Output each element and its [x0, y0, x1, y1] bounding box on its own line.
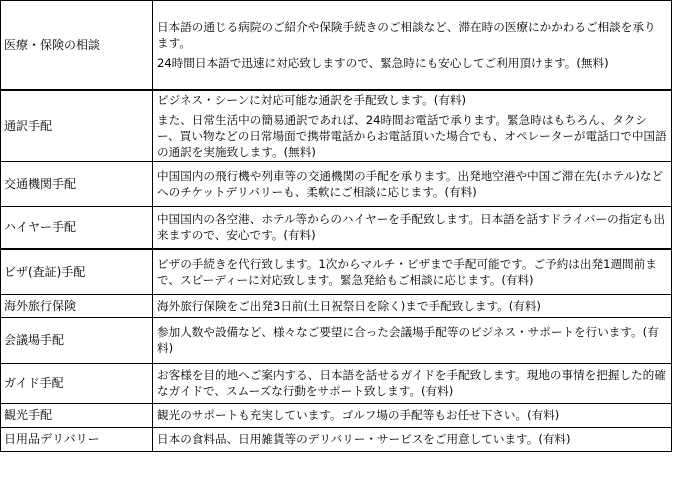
row-description — [153, 294, 672, 317]
row-category: 会議場手配 — [1, 317, 153, 363]
description-paragraph: 24時間日本語で迅速に対応致しますので、緊急時にも安心してご利用頂けます。(無料) — [157, 55, 609, 70]
description-paragraph: ビザの手続きを代行致します。1次からマルチ・ビザまで手配可能です。ご予約は出発1週間前まで、スピーディーに対応致します。緊急発給もご相談に応じます。(有料) — [157, 256, 657, 287]
row-description — [153, 403, 672, 427]
description-paragraph: 海外旅行保険をご出発3日前(土日祝祭日を除く)まで手配致します。(有料) — [157, 298, 541, 313]
description-paragraph: お客様を目的地へご案内する、日本語を話せるガイドを手配致します。現地の事情を把握した的確なガイドで、スムーズな行動をサポート致します。(有料) — [157, 368, 666, 398]
row-category: ハイヤー手配 — [1, 206, 153, 249]
description-paragraph: ビジネス・シーンに対応可能な通訳を手配致します。(有料) — [157, 92, 466, 107]
row-description — [153, 363, 672, 403]
row-category: 通訳手配 — [1, 90, 153, 162]
row-category: ビザ(査証)手配 — [1, 249, 153, 294]
description-paragraph: 日本の食料品、日用雑貨等のデリバリー・サービスをご用意しています。(有料) — [157, 432, 571, 446]
row-category: 交通機関手配 — [1, 161, 153, 206]
table-row — [1, 90, 672, 162]
table-row — [1, 403, 672, 427]
table-row — [1, 317, 672, 363]
row-description — [153, 161, 672, 206]
description-paragraph: 中国国内の飛行機や列車等の交通機関の手配を承ります。出発地空港や中国ご滞在先(ホテル)などへのチケットデリバリーも、柔軟にご相談に応じます。(有料) — [157, 168, 664, 199]
row-description — [153, 206, 672, 249]
description-paragraph: 中国国内の各空港、ホテル等からのハイヤーを手配致します。日本語を話すドライバーの指定も出来ますので、安心です。(有料) — [157, 212, 666, 243]
row-description — [153, 1, 672, 90]
table-row — [1, 206, 672, 249]
table-row — [1, 294, 672, 317]
row-category: 観光手配 — [1, 403, 153, 427]
table-row — [1, 363, 672, 403]
description-paragraph: 日本語の通じる病院のご紹介や保険手続きのご相談など、滞在時の医療にかかわるご相談を承ります。 — [157, 19, 656, 50]
row-category: 海外旅行保険 — [1, 294, 153, 317]
row-description — [153, 90, 672, 162]
row-category: ガイド手配 — [1, 363, 153, 403]
description-paragraph: 観光のサポートも充実しています。ゴルフ場の手配等もお任せ下さい。(有料) — [157, 408, 560, 422]
row-category: 医療・保険の相談 — [1, 1, 153, 90]
row-description — [153, 427, 672, 451]
description-paragraph: また、日常生活中の簡易通訳であれば、24時間お電話で承ります。緊急時はもちろん、タクシー、買い物などの日常場面で携帯電話からお電話頂いた場合でも、オペレーターが電話口で中国語の通訳を実施致します。(無料) — [157, 112, 667, 159]
table-row — [1, 427, 672, 451]
table-row — [1, 161, 672, 206]
row-category: 日用品デリバリー — [1, 427, 153, 451]
row-description — [153, 317, 672, 363]
row-description — [153, 249, 672, 294]
table-row — [1, 249, 672, 294]
description-paragraph: 参加人数や設備など、様々なご要望に合った会議場手配等のビジネス・サポートを行います。(有料) — [157, 325, 659, 355]
table-row — [1, 1, 672, 90]
